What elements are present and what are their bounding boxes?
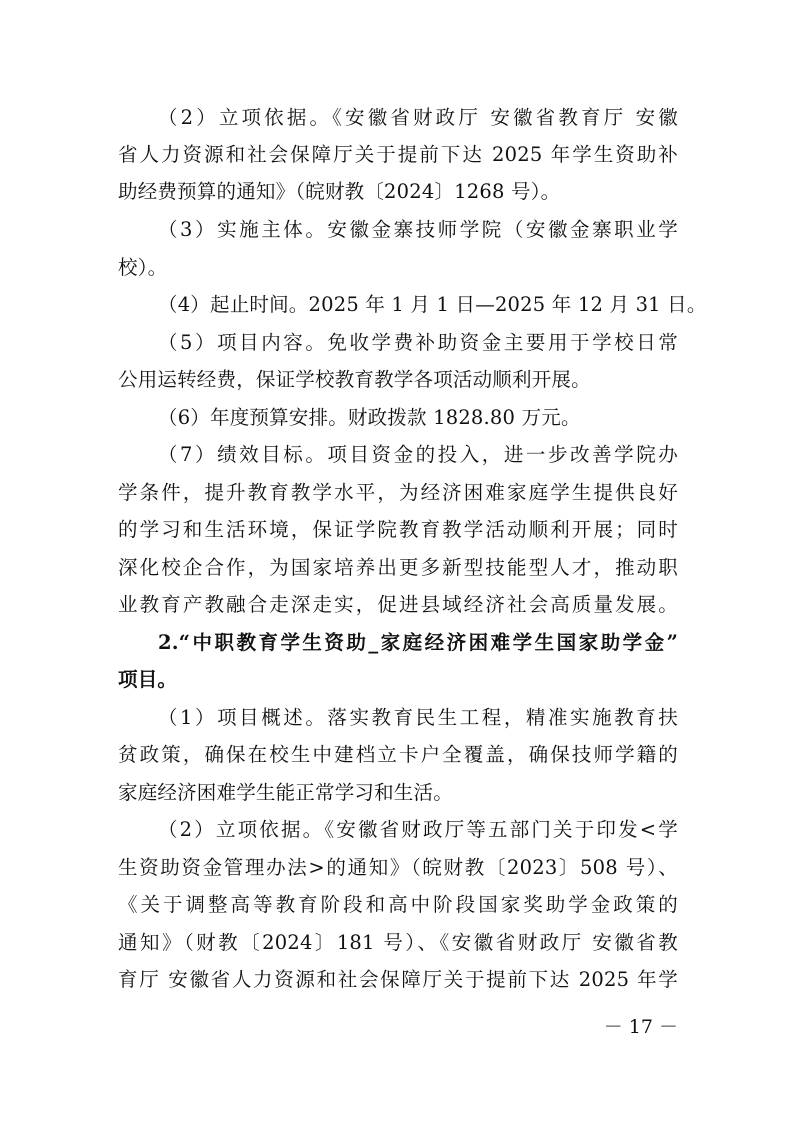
text-line: 的学习和生活环境，保证学院教育教学活动顺利开展；同时 (118, 518, 678, 541)
text-line: （3）实施主体。安徽金寨技师学院（安徽金寨职业学 (158, 218, 678, 241)
text-line: 《关于调整高等教育阶段和高中阶段国家奖助学金政策的 (118, 893, 678, 916)
section-heading: 2.“中职教育学生资助_家庭经济困难学生国家助学金” (158, 631, 678, 654)
text-line: 育厅 安徽省人力资源和社会保障厅关于提前下达 2025 年学 (118, 968, 678, 991)
text-line: 公用运转经费，保证学校教育教学各项活动顺利开展。 (118, 368, 591, 391)
text-line: 家庭经济困难学生能正常学习和生活。 (118, 781, 453, 804)
text-line: 业教育产教融合走深走实，促进县域经济社会高质量发展。 (118, 593, 678, 616)
text-line: （6）年度预算安排。财政拨款 1828.80 万元。 (158, 406, 581, 429)
text-line: 深化校企合作，为国家培养出更多新型技能型人才，推动职 (118, 556, 678, 579)
text-line: 通知》（财教〔2024〕181 号）、《安徽省财政厅 安徽省教 (118, 931, 678, 954)
page-number: － 17 － (603, 1016, 678, 1038)
text-line: 生资助资金管理办法>的通知》（皖财教〔2023〕508 号）、 (118, 856, 678, 879)
text-line: （7）绩效目标。项目资金的投入，进一步改善学院办 (158, 443, 678, 466)
text-line: 省人力资源和社会保障厅关于提前下达 2025 年学生资助补 (118, 143, 678, 166)
text-line: 贫政策，确保在校生中建档立卡户全覆盖，确保技师学籍的 (118, 743, 678, 766)
text-line: 校）。 (118, 256, 168, 279)
text-line: （5）项目内容。免收学费补助资金主要用于学校日常 (158, 331, 678, 354)
text-line: 助经费预算的通知》（皖财教〔2024〕1268 号）。 (118, 180, 561, 203)
text-line: （1）项目概述。落实教育民生工程，精准实施教育扶 (158, 706, 678, 729)
text-line: （2）立项依据。《安徽省财政厅 安徽省教育厅 安徽 (158, 106, 678, 129)
section-heading-continued: 项目。 (118, 668, 178, 691)
text-line: （4）起止时间。2025 年 1 月 1 日—2025 年 12 月 31 日。 (158, 293, 707, 316)
text-line: （2）立项依据。《安徽省财政厅等五部门关于印发<学 (158, 818, 678, 841)
text-line: 学条件，提升教育教学水平，为经济困难家庭学生提供良好 (118, 481, 678, 504)
